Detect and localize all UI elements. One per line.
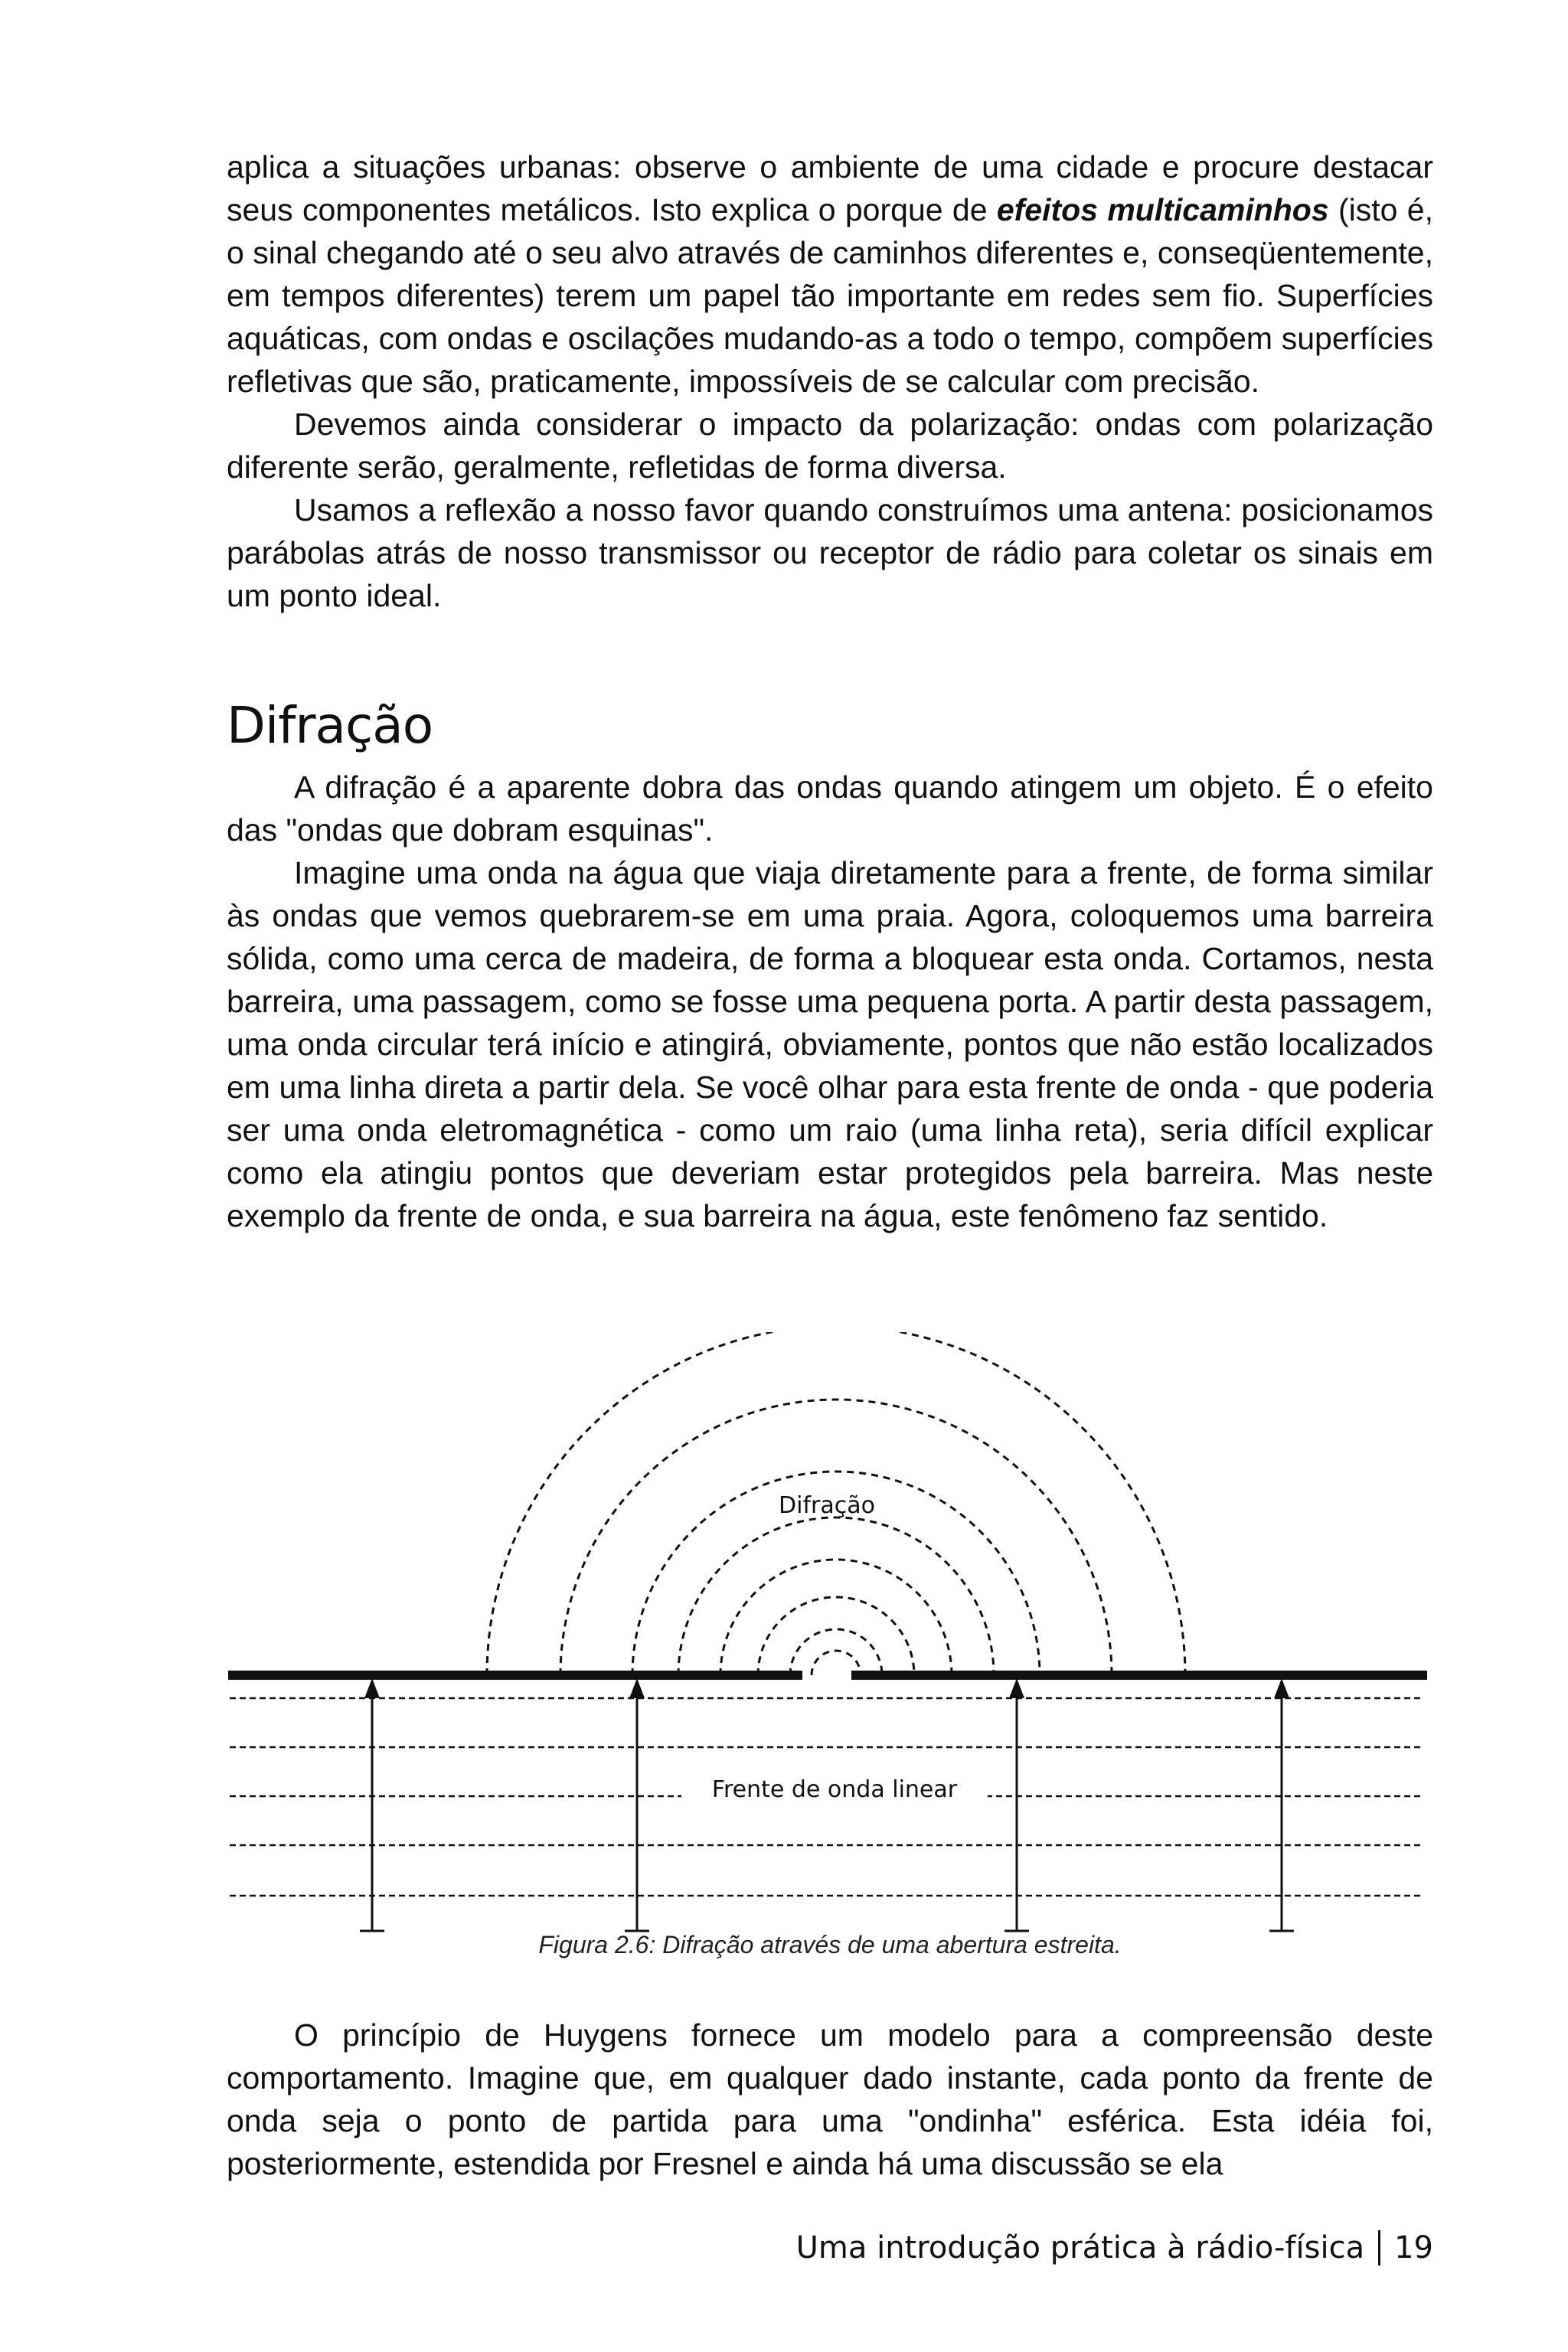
arrow-4 <box>1269 1678 1294 1931</box>
arrow-3 <box>1004 1678 1029 1931</box>
paragraph-reflection-urban <box>227 145 1433 403</box>
wavefront-arc-2 <box>790 1629 882 1675</box>
arrow-2 <box>625 1678 649 1931</box>
footer-book-title: Uma introdução prática à rádio-física <box>795 2230 1365 2265</box>
paragraph-water-wave-example: Imagine uma onda na água que viaja diretamente para a frente, de forma similar às ondas que vemos quebrarem-se em uma praia. Agora, coloquemos uma barreira sólida, como uma cerca de madeira, de forma a bloquear esta onda. Cortamos, nesta barreira, uma passagem, como se fosse uma pequena porta. A partir desta passagem, uma onda circular terá início e atingirá, obviamente, pontos que não estão localizados em uma linha direta a partir dela. Se você olhar para esta frente de onda - que poderia ser uma onda eletromagnética - como um raio (uma linha reta), seria difícil explicar como ela atingiu pontos que deveriam estar protegidos pela barreira. Mas neste exemplo da frente de onda, e sua barreira na água, este fenômeno faz sentido. <box>227 855 1433 1233</box>
arrow-1 <box>360 1678 384 1931</box>
top-text-block <box>227 145 1433 617</box>
figure-caption: Figura 2.6: Difração através de uma abertura estreita. <box>538 1931 1122 1958</box>
page-number: 19 <box>1394 2230 1433 2265</box>
paragraph-diffraction-definition: A difração é a aparente dobra das ondas quando atingem um objeto. É o efeito das "ondas que dobram esquinas". <box>227 769 1433 848</box>
paragraph-text: (isto é, o sinal chegando até o seu alvo através de caminhos diferentes e, conseqüentemente, em tempos diferentes) terem um papel tão importante em redes sem fio. Superfícies aquáticas, com ondas e oscilações mudando-as a todo o tempo, compõem superfícies refletivas que são, praticamente, impossíveis de se calcular com precisão. <box>227 192 1434 399</box>
bottom-text-block <box>227 2014 1433 2185</box>
wavefront-label: Frente de onda linear <box>711 1776 958 1803</box>
footer-separator <box>1378 2230 1380 2265</box>
wavefront-arc-3 <box>758 1597 914 1675</box>
page-footer <box>796 2226 1433 2269</box>
mid-text-block <box>227 766 1433 1237</box>
section-heading: Difração <box>227 696 433 755</box>
emphasis-multipath: efeitos multicaminhos <box>996 192 1329 227</box>
diffraction-label: Difração <box>779 1492 875 1519</box>
wavefront-arc-7 <box>560 1400 1112 1675</box>
wavefront-arc-4 <box>720 1560 952 1675</box>
paragraph-huygens: O princípio de Huygens fornece um modelo para a compreensão deste comportamento. Imagine que, em qualquer dado instante, cada ponto da frente de onda seja o ponto de partida para uma "ondinha" esférica. Esta idéia foi, posteriormente, estendida por Fresnel e ainda há uma discussão se ela <box>227 2017 1433 2181</box>
paragraph-text: aplica a situações urbanas: observe o ambiente de uma cidade e procure destacar seus componentes metálicos. Isto explica o porque de <box>227 149 1433 227</box>
paragraph-polarization: Devemos ainda considerar o impacto da polarização: ondas com polarização diferente serão, geralmente, refletidas de forma diversa. <box>227 407 1433 485</box>
diffraction-figure <box>214 1332 1455 1945</box>
paragraph-antenna: Usamos a reflexão a nosso favor quando construímos uma antena: posicionamos parábolas atrás de nosso transmissor ou receptor de rádio para coletar os sinais em um ponto ideal. <box>227 492 1433 613</box>
